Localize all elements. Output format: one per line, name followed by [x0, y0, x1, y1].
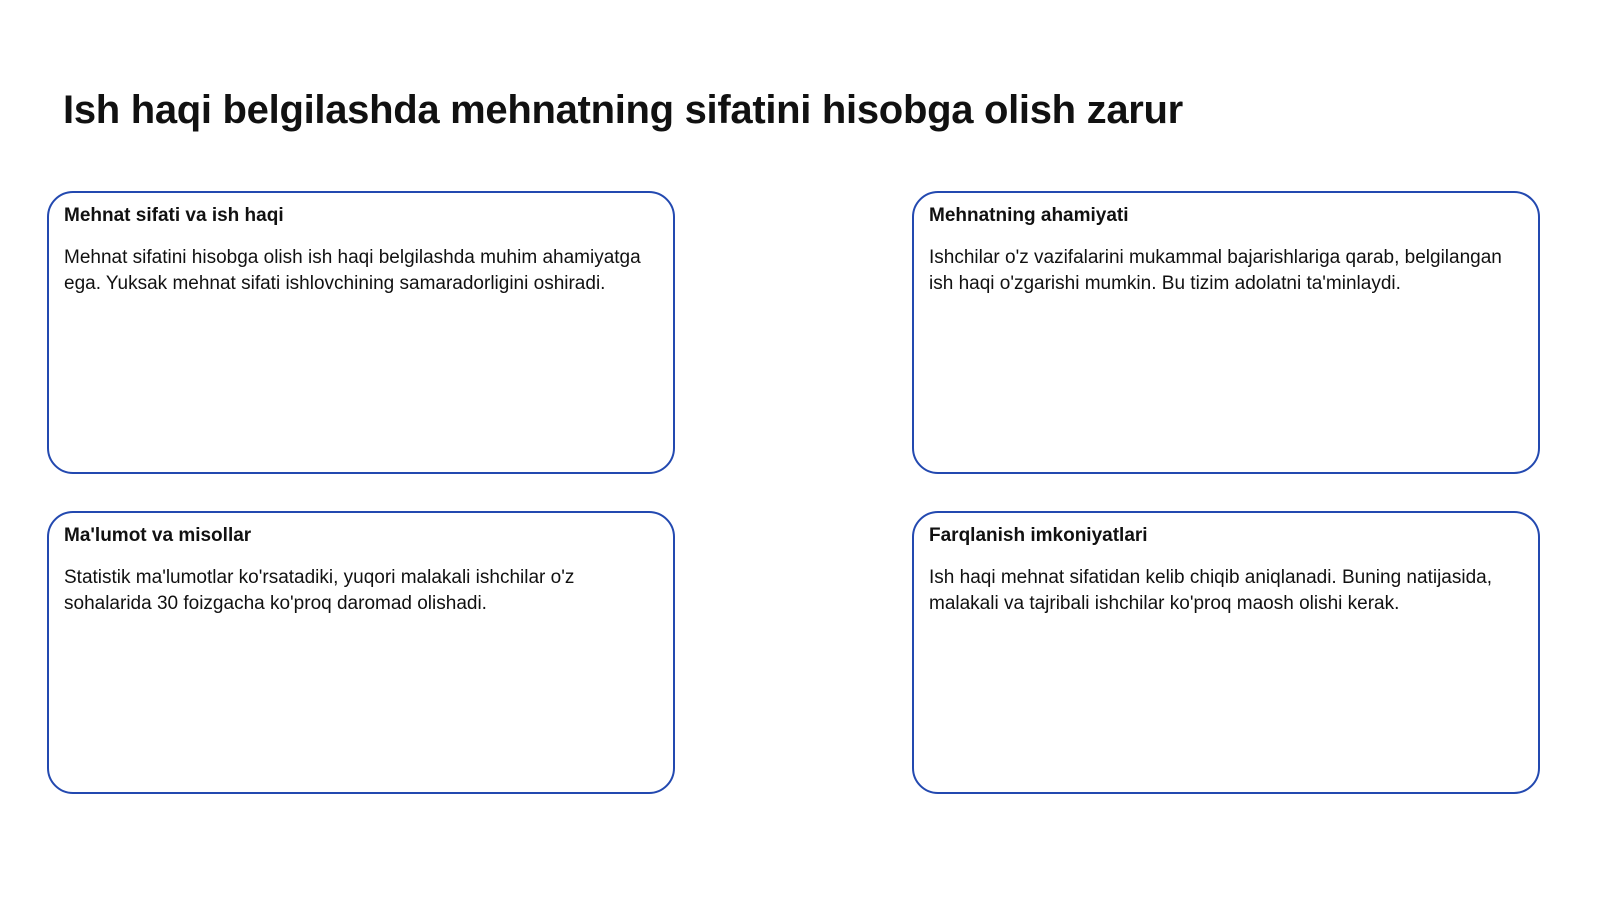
card-body: Ish haqi mehnat sifatidan kelib chiqib aniqlanadi. Buning natijasida, malakali va tajribali ishchilar ko'proq maosh olishi kerak. — [929, 567, 1492, 614]
info-card-malumot-va-misollar — [47, 511, 675, 794]
card-heading: Mehnatning ahamiyati — [929, 205, 1129, 226]
info-card-mehnatning-ahamiyati — [912, 191, 1540, 474]
card-body: Mehnat sifatini hisobga olish ish haqi belgilashda muhim ahamiyatga ega. Yuksak mehnat sifati ishlovchining samaradorligini oshiradi. — [64, 247, 641, 294]
card-body: Statistik ma'lumotlar ko'rsatadiki, yuqori malakali ishchilar o'z sohalarida 30 foizgacha ko'proq daromad olishadi. — [64, 567, 575, 614]
card-body: Ishchilar o'z vazifalarini mukammal bajarishlariga qarab, belgilangan ish haqi o'zgarishi mumkin. Bu tizim adolatni ta'minlaydi. — [929, 247, 1502, 294]
info-card-mehnat-sifati — [47, 191, 675, 474]
info-card-farqlanish-imkoniyatlari — [912, 511, 1540, 794]
card-heading: Mehnat sifati va ish haqi — [64, 205, 284, 226]
card-heading: Ma'lumot va misollar — [64, 525, 252, 546]
card-heading: Farqlanish imkoniyatlari — [929, 525, 1148, 546]
slide-title: Ish haqi belgilashda mehnatning sifatini hisobga olish zarur — [63, 88, 1183, 132]
